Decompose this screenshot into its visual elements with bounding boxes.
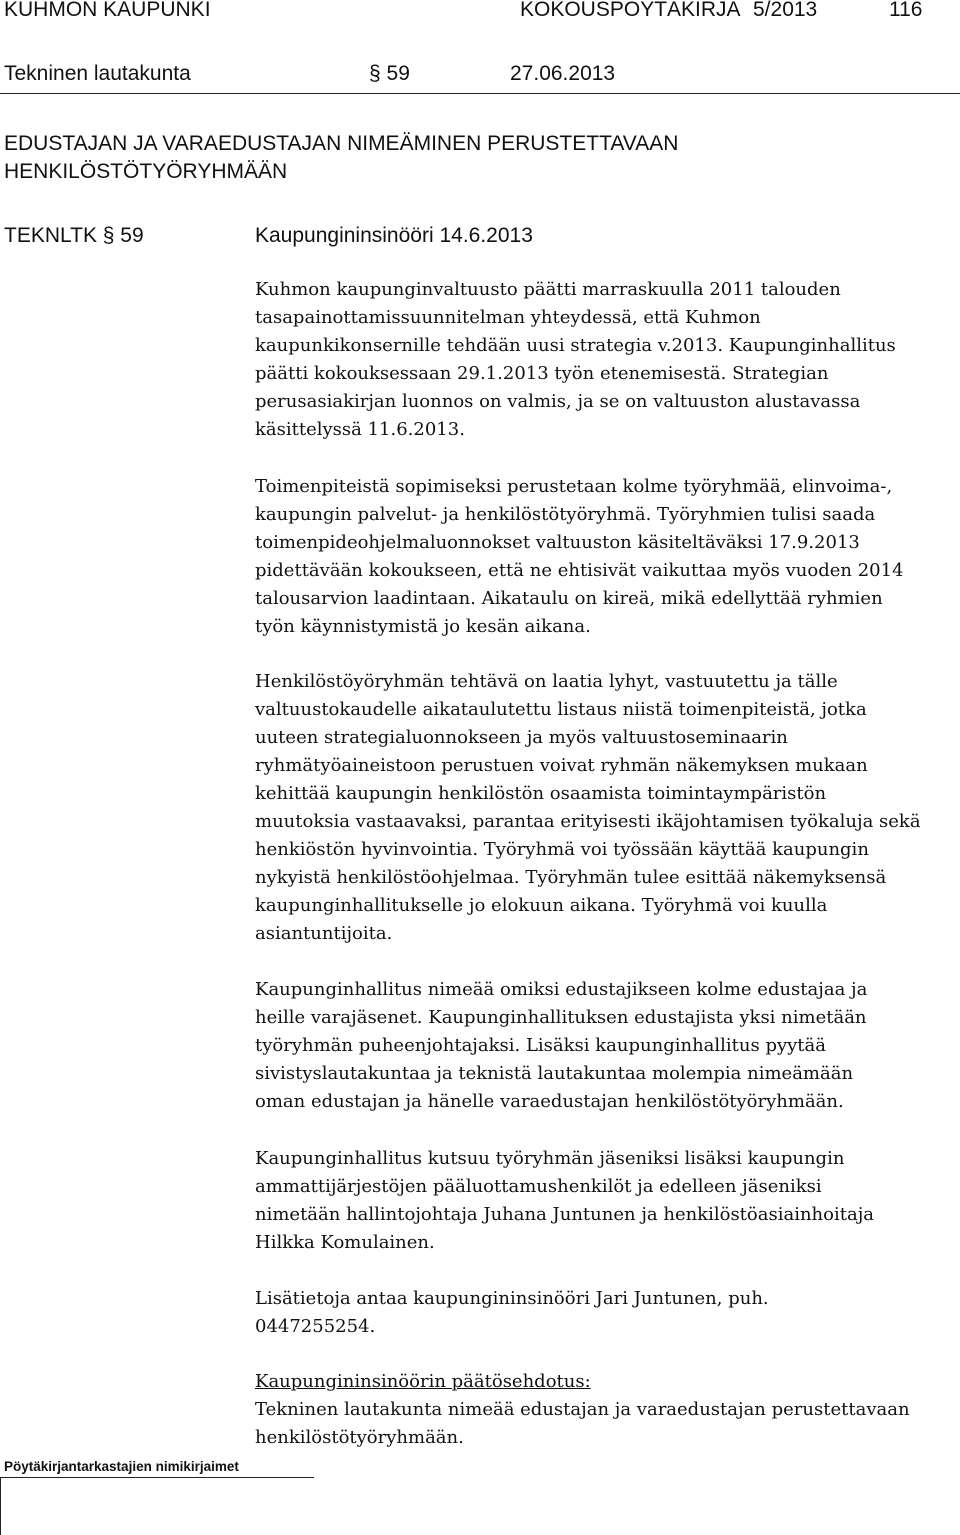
text-line: asiantuntijoita. bbox=[255, 923, 393, 944]
text-line: työn käynnistymistä jo kesän aikana. bbox=[255, 616, 591, 637]
text-line: Kaupunginhallitus nimeää omiksi edustajikseen kolme edustajaa ja bbox=[255, 979, 868, 1000]
paragraph-working-groups bbox=[255, 473, 945, 641]
text-line: 0447255254. bbox=[255, 1316, 376, 1337]
text-line: Kaupunginhallitus kutsuu työryhmän jäseniksi lisäksi kaupungin bbox=[255, 1148, 845, 1169]
text-line: oman edustajan ja hänelle varaedustajan henkilöstötyöryhmään. bbox=[255, 1091, 844, 1112]
committee-name: Tekninen lautakunta bbox=[4, 62, 191, 85]
text-line: Tekninen lautakunta nimeää edustajan ja varaedustajan perustettavaan bbox=[255, 1399, 910, 1420]
text-line: työryhmän puheenjohtajaksi. Lisäksi kaupunginhallitus pyytää bbox=[255, 1035, 827, 1056]
text-line: muutoksia vastaavaksi, parantaa erityisesti ikäjohtamisen työkaluja sekä bbox=[255, 811, 921, 832]
text-line: perusasiakirjan luonnos on valmis, ja se on valtuuston alustavassa bbox=[255, 391, 861, 412]
section-number: § 59 bbox=[369, 62, 410, 85]
reference-id: TEKNLTK § 59 bbox=[4, 224, 144, 247]
text-line: valtuustokaudelle aikataulutettu listaus niistä toimenpiteistä, jotka bbox=[255, 699, 867, 720]
text-line: nykyistä henkilöstöohjelmaa. Työryhmän tulee esittää näkemyksensä bbox=[255, 867, 887, 888]
text-line: sivistyslautakuntaa ja teknistä lautakuntaa molempia nimeämään bbox=[255, 1063, 854, 1084]
text-line: Lisätietoja antaa kaupungininsinööri Jari Juntunen, puh. bbox=[255, 1288, 769, 1309]
document-type: KOKOUSPÖYTÄKIRJA bbox=[520, 0, 741, 21]
text-line: Kuhmon kaupunginvaltuusto päätti marraskuulla 2011 talouden bbox=[255, 279, 841, 300]
text-line: Hilkka Komulainen. bbox=[255, 1232, 435, 1253]
meeting-number: 5/2013 bbox=[753, 0, 818, 21]
signature-box-top-border bbox=[0, 1477, 314, 1478]
meeting-date: 27.06.2013 bbox=[510, 62, 616, 85]
text-line: Toimenpiteistä sopimiseksi perustetaan kolme työryhmää, elinvoima-, bbox=[255, 476, 893, 497]
text-line: käsittelyssä 11.6.2013. bbox=[255, 419, 465, 440]
paragraph-members bbox=[255, 1145, 945, 1257]
signature-label: Pöytäkirjantarkastajien nimikirjaimet bbox=[4, 1459, 239, 1474]
text-line: päätti kokouksessaan 29.1.2013 työn etenemisestä. Strategian bbox=[255, 363, 829, 384]
text-line: henkilöstötyöryhmään. bbox=[255, 1427, 464, 1448]
organization-name: KUHMON KAUPUNKI bbox=[4, 0, 211, 21]
proposal-heading: Kaupungininsinöörin päätösehdotus: bbox=[255, 1371, 591, 1392]
page-number: 116 bbox=[889, 0, 923, 21]
text-line: talousarvion laadintaan. Aikataulu on kireä, mikä edellyttää ryhmien bbox=[255, 588, 883, 609]
paragraph-contact bbox=[255, 1285, 945, 1341]
reference-author-date: Kaupungininsinööri 14.6.2013 bbox=[255, 224, 533, 247]
text-line: nimetään hallintojohtaja Juhana Juntunen ja henkilöstöasiainhoitaja bbox=[255, 1204, 875, 1225]
header-divider bbox=[0, 93, 960, 94]
text-line: kaupunkikonsernille tehdään uusi strategia v.2013. Kaupunginhallitus bbox=[255, 335, 896, 356]
paragraph-background bbox=[255, 276, 945, 444]
text-line: pidettävään kokoukseen, että ne ehtisivät vaikuttaa myös vuoden 2014 bbox=[255, 560, 904, 581]
paragraph-group-task bbox=[255, 668, 945, 948]
title-line-2: HENKILÖSTÖTYÖRYHMÄÄN bbox=[4, 160, 288, 183]
text-line: toimenpideohjelmaluonnokset valtuuston käsiteltäväksi 17.9.2013 bbox=[255, 532, 860, 553]
text-line: Henkilöstöyöryhmän tehtävä on laatia lyhyt, vastuutettu ja tälle bbox=[255, 671, 838, 692]
text-line: henkiöstön hyvinvointia. Työryhmä voi työssään käyttää kaupungin bbox=[255, 839, 869, 860]
text-line: tasapainottamissuunnitelman yhteydessä, että Kuhmon bbox=[255, 307, 761, 328]
decision-proposal bbox=[255, 1368, 945, 1452]
text-line: heille varajäsenet. Kaupunginhallituksen edustajista yksi nimetään bbox=[255, 1007, 867, 1028]
text-line: kaupungin palvelut- ja henkilöstötyöryhmä. Työryhmien tulisi saada bbox=[255, 504, 876, 525]
title-line-1: EDUSTAJAN JA VARAEDUSTAJAN NIMEÄMINEN PERUSTETTAVAAN bbox=[4, 132, 679, 155]
signature-box-left-border bbox=[0, 1477, 1, 1535]
text-line: kaupunginhallitukselle jo elokuun aikana. Työryhmä voi kuulla bbox=[255, 895, 828, 916]
page-title bbox=[4, 130, 678, 186]
paragraph-representatives bbox=[255, 976, 945, 1116]
text-line: ammattijärjestöjen pääluottamushenkilöt ja edelleen jäseniksi bbox=[255, 1176, 822, 1197]
text-line: kehittää kaupungin henkilöstön osaamista toimintaympäristön bbox=[255, 783, 827, 804]
text-line: ryhmätyöaineistoon perustuen voivat ryhmän näkemyksen mukaan bbox=[255, 755, 868, 776]
text-line: uuteen strategialuonnokseen ja myös valtuustoseminaarin bbox=[255, 727, 788, 748]
